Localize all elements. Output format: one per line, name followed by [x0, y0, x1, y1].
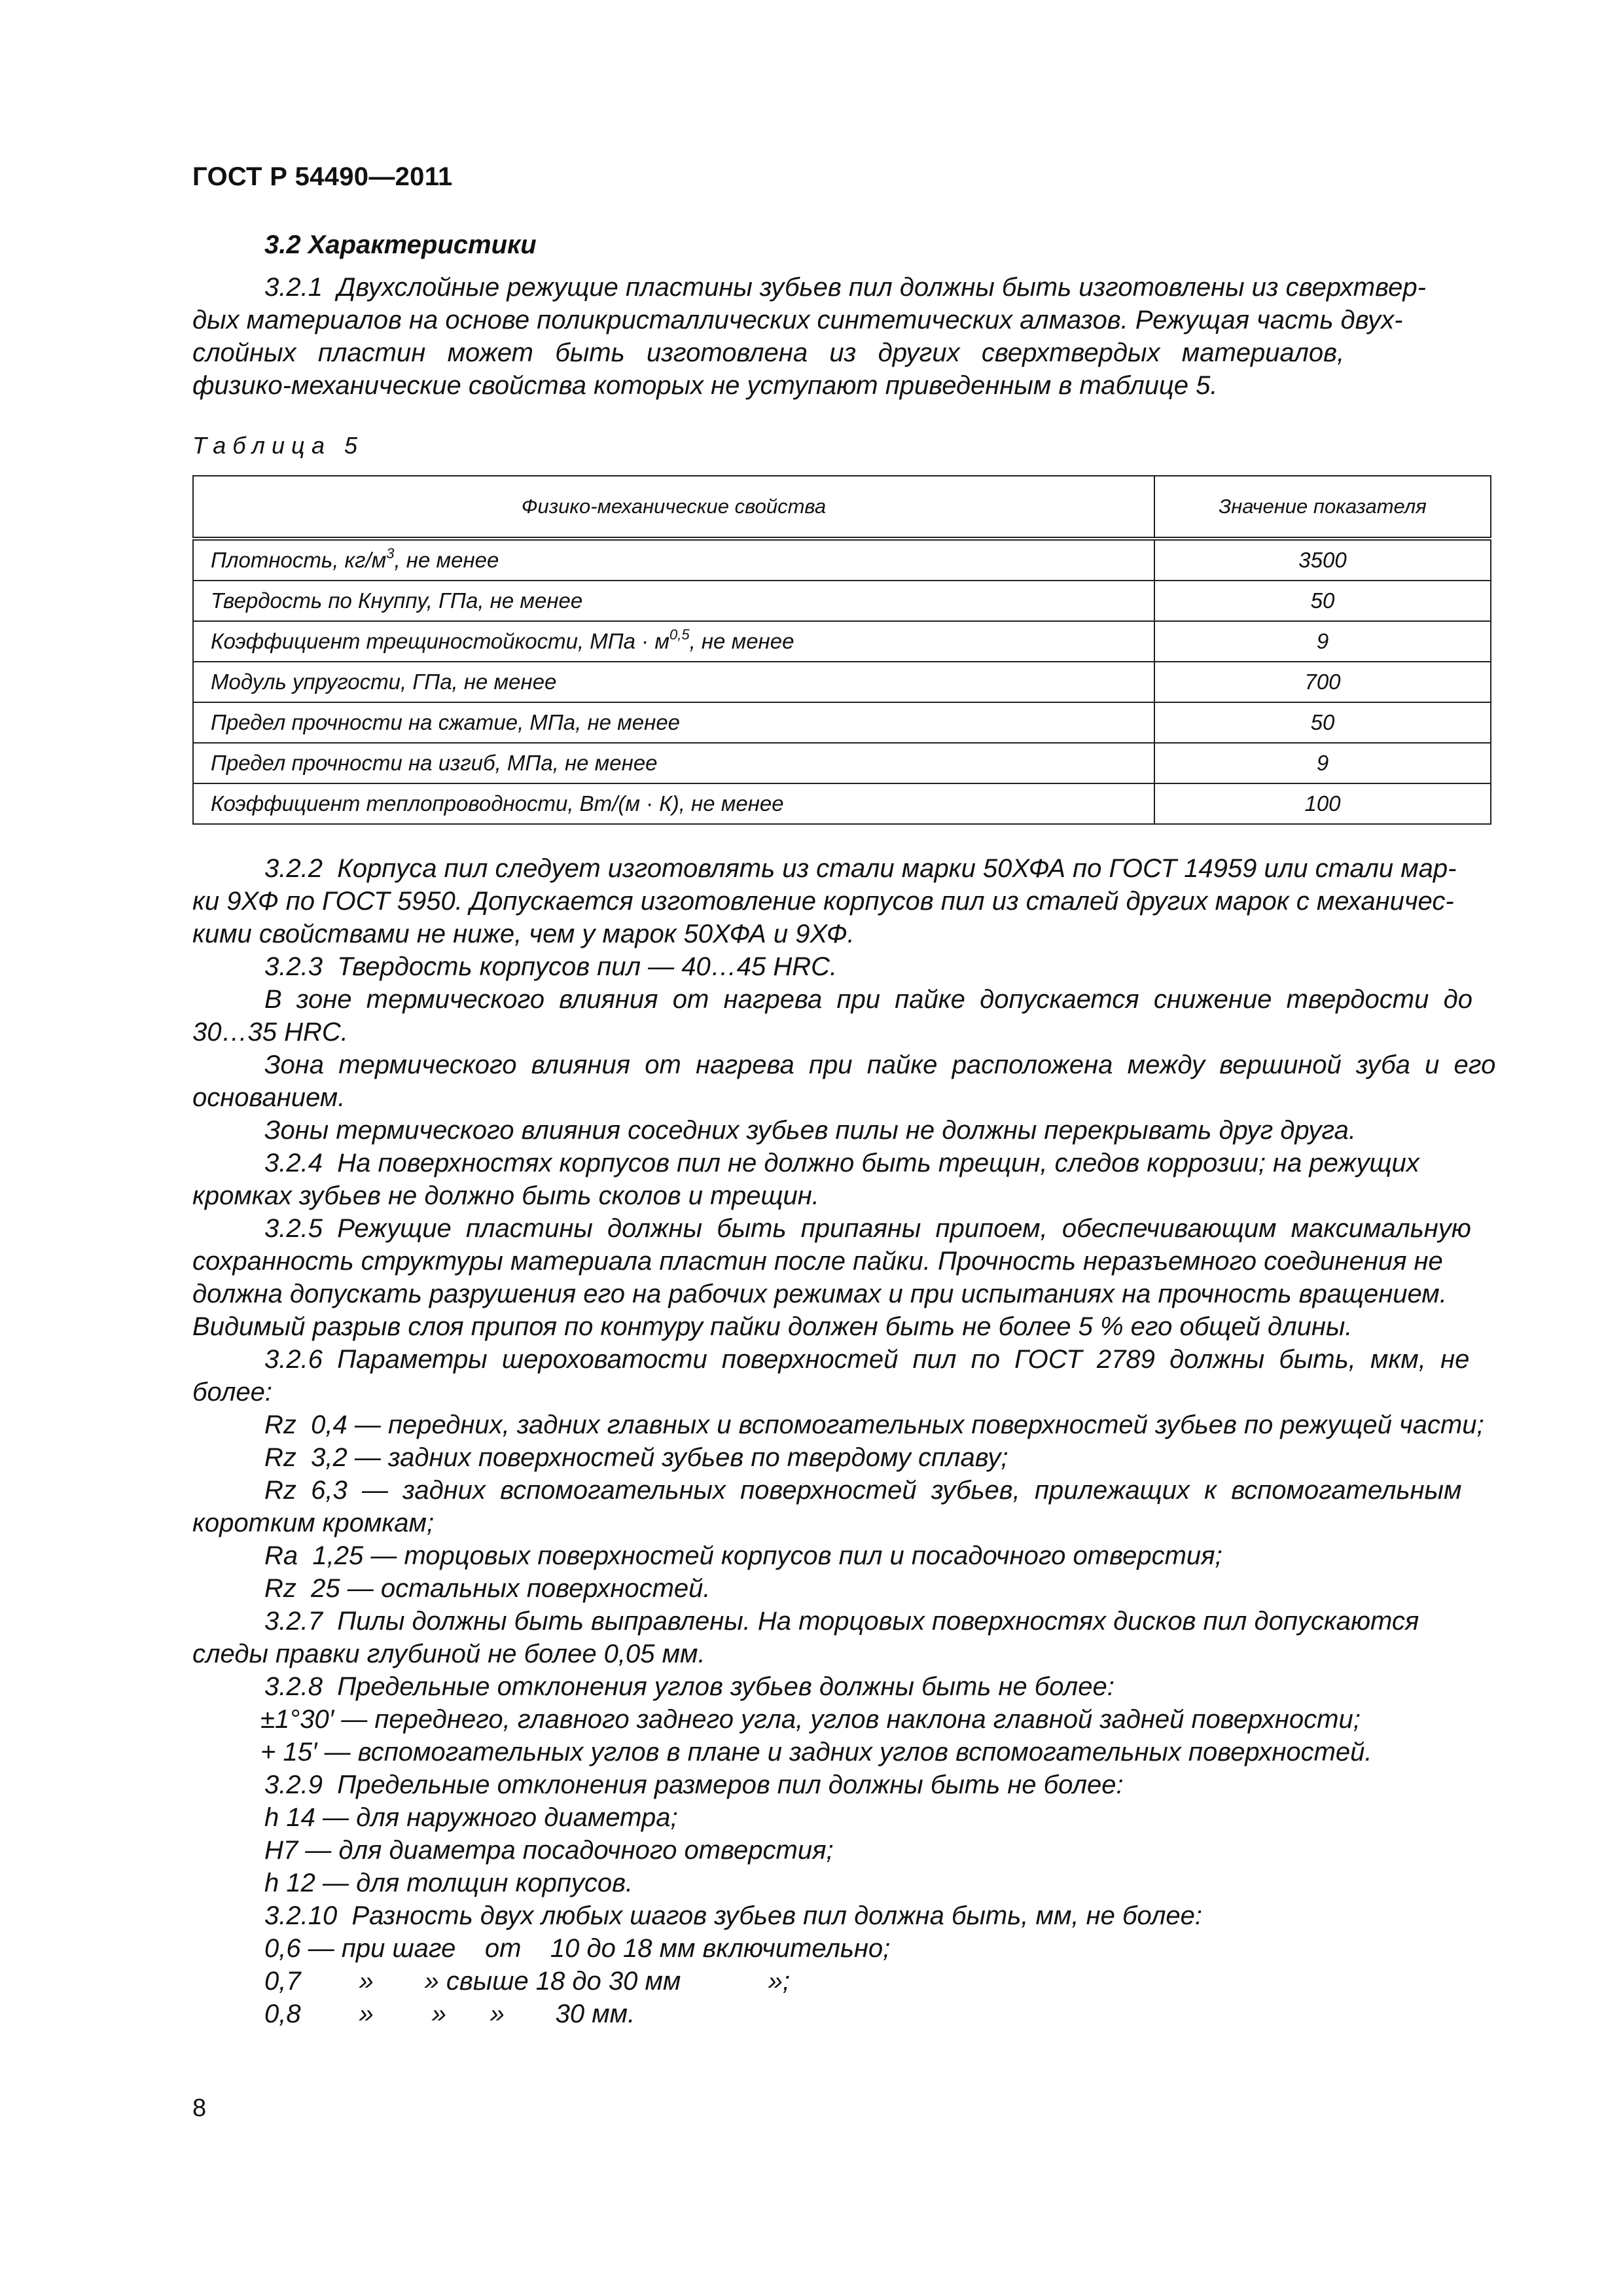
paragraph-line: 0,6 — при шаге от 10 до 18 мм включительно; — [264, 1934, 891, 1963]
paragraph-line: 0,8 » » » 30 мм. — [264, 2000, 635, 2028]
paragraph-line: Rz 0,4 — передних, задних главных и вспомогательных поверхностей зубьев по режущей части; — [264, 1410, 1484, 1439]
paragraph-line: 3.2.9 Предельные отклонения размеров пил должны быть не более: — [264, 1770, 1124, 1799]
paragraph-line: кими свойствами не ниже, чем у марок 50ХФА и 9ХФ. — [192, 920, 855, 948]
table-row — [193, 743, 1491, 783]
value-cell: 9 — [1154, 743, 1491, 783]
paragraph-line: ±1°30′ — переднего, главного заднего угла, углов наклона главной задней поверхности; — [260, 1705, 1361, 1734]
paragraph-line: физико-механические свойства которых не уступают приведенным в таблице 5. — [192, 371, 1218, 400]
value-cell: 100 — [1154, 783, 1491, 824]
property-cell: Предел прочности на сжатие, МПа, не менее — [193, 702, 1154, 743]
value-cell: 50 — [1154, 702, 1491, 743]
paragraph-line: ки 9ХФ по ГОСТ 5950. Допускается изготовление корпусов пил из сталей других марок с механичес- — [192, 887, 1454, 916]
value-cell: 9 — [1154, 621, 1491, 662]
paragraph-line: 30…35 HRC. — [192, 1018, 348, 1047]
page-number: 8 — [192, 2094, 207, 2122]
paragraph-line: более: — [192, 1378, 273, 1407]
paragraph-line: 3.2.4 На поверхностях корпусов пил не должно быть трещин, следов коррозии; на режущих — [264, 1149, 1419, 1177]
paragraph-line: 3.2.10 Разность двух любых шагов зубьев пил должна быть, мм, не более: — [264, 1901, 1202, 1930]
paragraph-line: следы правки глубиной не более 0,05 мм. — [192, 1640, 705, 1668]
paragraph-line: Rz 3,2 — задних поверхностей зубьев по твердому сплаву; — [264, 1443, 1008, 1472]
paragraph-line: 0,7 » » свыше 18 до 30 мм »; — [264, 1967, 791, 1996]
value-cell: 3500 — [1154, 539, 1491, 581]
paragraph-line: h 12 — для толщин корпусов. — [264, 1869, 633, 1897]
paragraph-line: Rz 6,3 — задних вспомогательных поверхностей зубьев, прилежащих к вспомогательным — [264, 1476, 1462, 1505]
property-cell: Плотность, $кг/м^3$, не менее — [193, 539, 1154, 581]
property-cell: Предел прочности на изгиб, МПа, не менее — [193, 743, 1154, 783]
paragraph-line: 3.2.7 Пилы должны быть выправлены. На торцовых поверхностях дисков пил допускаются — [264, 1607, 1419, 1636]
value-cell: 700 — [1154, 662, 1491, 702]
paragraph-line: 3.2.8 Предельные отклонения углов зубьев должны быть не более: — [264, 1672, 1115, 1701]
table-header-row — [193, 476, 1491, 539]
paragraph-line: Rz 25 — остальных поверхностей. — [264, 1574, 711, 1603]
paragraph-line: H7 — для диаметра посадочного отверстия; — [264, 1836, 834, 1865]
property-cell: Коэффициент теплопроводности, Вт/(м · К), не менее — [193, 783, 1154, 824]
document-id-header: ГОСТ Р 54490—2011 — [192, 162, 453, 191]
paragraph-line: Зоны термического влияния соседних зубьев пилы не должны перекрывать друг друга. — [264, 1116, 1356, 1145]
table-caption: Таблица 5 — [192, 432, 365, 459]
table-row — [193, 662, 1491, 702]
table-row — [193, 621, 1491, 662]
paragraph-line: слойных пластин может быть изготовлена из других сверхтвердых материалов, — [192, 338, 1345, 367]
paragraph-line: дых материалов на основе поликристаллических синтетических алмазов. Режущая часть двух- — [192, 306, 1403, 334]
paragraph-line: 3.2.5 Режущие пластины должны быть припаяны припоем, обеспечивающим максимальную — [264, 1214, 1471, 1243]
table-row — [193, 539, 1491, 581]
paragraph-line: В зоне термического влияния от нагрева при пайке допускается снижение твердости до — [264, 985, 1472, 1014]
property-cell: Твердость по Кнуппу, ГПа, не менее — [193, 581, 1154, 621]
section-title: 3.2 Характеристики — [264, 230, 537, 259]
paragraph-line: должна допускать разрушения его на рабочих режимах и при испытаниях на прочность вращением. — [192, 1280, 1447, 1308]
paragraph-line: 3.2.1 Двухслойные режущие пластины зубьев пил должны быть изготовлены из сверхтвер- — [264, 273, 1426, 302]
paragraph-line: коротким кромкам; — [192, 1509, 435, 1537]
paragraph-line: 3.2.3 Твердость корпусов пил — 40…45 HRC. — [264, 952, 838, 981]
paragraph-line: h 14 — для наружного диаметра; — [264, 1803, 678, 1832]
properties-table — [192, 475, 1491, 825]
paragraph-line: Зона термического влияния от нагрева при пайке расположена между вершиной зуба и его — [264, 1050, 1496, 1079]
table-row — [193, 581, 1491, 621]
paragraph-line: Видимый разрыв слоя припоя по контуру пайки должен быть не более 5 % его общей длины. — [192, 1312, 1353, 1341]
paragraph-line: + 15′ — вспомогательных углов в плане и задних углов вспомогательных поверхностей. — [260, 1738, 1372, 1767]
paragraph-line: Ra 1,25 — торцовых поверхностей корпусов пил и посадочного отверстия; — [264, 1541, 1222, 1570]
property-cell: Модуль упругости, ГПа, не менее — [193, 662, 1154, 702]
column-header-property: Физико-механические свойства — [193, 476, 1154, 539]
column-header-value: Значение показателя — [1154, 476, 1491, 539]
value-cell: 50 — [1154, 581, 1491, 621]
table-row — [193, 783, 1491, 824]
paragraph-line: кромках зубьев не должно быть сколов и трещин. — [192, 1181, 819, 1210]
paragraph-line: основанием. — [192, 1083, 346, 1112]
paragraph-line: сохранность структуры материала пластин после пайки. Прочность неразъемного соединения не — [192, 1247, 1443, 1276]
paragraph-line: 3.2.2 Корпуса пил следует изготовлять из стали марки 50ХФА по ГОСТ 14959 или стали мар- — [264, 854, 1457, 883]
paragraph-line: 3.2.6 Параметры шероховатости поверхностей пил по ГОСТ 2789 должны быть, мкм, не — [264, 1345, 1470, 1374]
property-cell: Коэффициент трещиностойкости, МПа · $м^{0,5}$, не менее — [193, 621, 1154, 662]
table-row — [193, 702, 1491, 743]
